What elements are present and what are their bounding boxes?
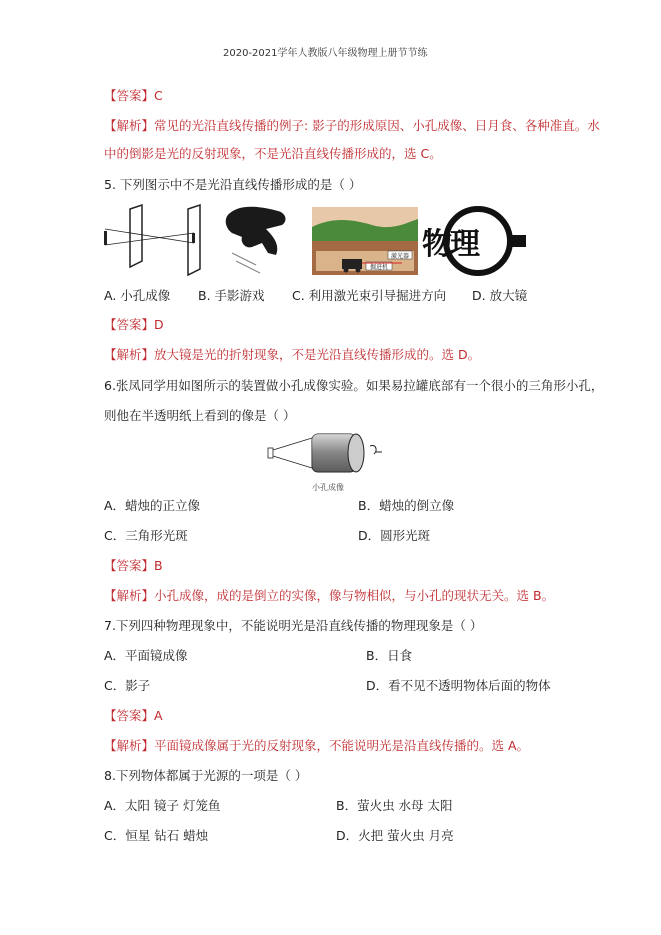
option-5c: C. 利用激光束引导掘进方向 bbox=[292, 288, 447, 303]
option-6a: A．蜡烛的正立像 bbox=[104, 498, 201, 513]
option-7d: D．看不见不透明物体后面的物体 bbox=[366, 678, 551, 693]
question-8: 8.下列物体都属于光源的一项是（ ） bbox=[104, 768, 308, 783]
analysis-line bbox=[104, 347, 480, 363]
question-5: 5. 下列图示中不是光沿直线传播形成的是（ ） bbox=[104, 177, 362, 192]
option-7a: A．平面镜成像 bbox=[104, 648, 188, 663]
option-5b: B. 手影游戏 bbox=[198, 288, 265, 303]
answer-line bbox=[104, 88, 163, 104]
page-header: 2020-2021学年人教版八年级物理上册节节练 bbox=[223, 48, 428, 59]
answer-label: 【答案】 bbox=[104, 317, 155, 332]
option-5d: D. 放大镜 bbox=[472, 288, 528, 303]
option-6d: D．圆形光斑 bbox=[358, 528, 431, 543]
answer-line bbox=[104, 317, 164, 333]
option-8d: D．火把 萤火虫 月亮 bbox=[336, 828, 454, 843]
option-7c: C．影子 bbox=[104, 678, 151, 693]
option-6c: C．三角形光斑 bbox=[104, 528, 188, 543]
analysis-text: 小孔成像，成的是倒立的实像，像与物相似，与小孔的现状无关。选 B。 bbox=[154, 588, 555, 603]
option-8a: A．太阳 镜子 灯笼鱼 bbox=[104, 798, 221, 813]
analysis-text-cont: 中的倒影是光的反射现象，不是光沿直线传播形成的，选 C。 bbox=[104, 146, 442, 161]
answer-label: 【答案】 bbox=[104, 558, 155, 573]
option-7b: B．日食 bbox=[366, 648, 413, 663]
option-8c: C．恒星 钻石 蜡烛 bbox=[104, 828, 209, 843]
magnifier-figure bbox=[418, 205, 528, 280]
option-6b: B．蜡烛的倒立像 bbox=[358, 498, 455, 513]
option-5a: A. 小孔成像 bbox=[104, 288, 171, 303]
laser-label: 激光器 bbox=[390, 253, 410, 260]
question-7: 7.下列四种物理现象中，不能说明光是沿直线传播的物理现象是（ ） bbox=[104, 618, 483, 633]
answer-value: B bbox=[154, 558, 163, 573]
tunneling-machine-label: 掘进机 bbox=[369, 264, 389, 271]
answer-label: 【答案】 bbox=[104, 708, 155, 723]
analysis-line bbox=[104, 118, 600, 134]
answer-value: A bbox=[154, 708, 163, 723]
analysis-label: 【解析】 bbox=[104, 588, 155, 603]
analysis-text: 常见的光沿直线传播的例子: 影子的形成原因、小孔成像、日月食、各种准直。水 bbox=[154, 118, 600, 133]
answer-label: 【答案】 bbox=[104, 88, 155, 103]
analysis-label: 【解析】 bbox=[104, 118, 155, 133]
analysis-text: 平面镜成像属于光的反射现象，不能说明光是沿直线传播的。选 A。 bbox=[154, 738, 530, 753]
pinhole-imaging-figure bbox=[100, 203, 210, 278]
magnified-text: 物理 bbox=[422, 227, 478, 262]
question-6-line1: 6.张凤同学用如图所示的装置做小孔成像实验。如果易拉罐底部有一个很小的三角形小孔， bbox=[104, 378, 604, 393]
answer-line bbox=[104, 558, 163, 574]
analysis-label: 【解析】 bbox=[104, 347, 155, 362]
analysis-text: 放大镜是光的折射现象，不是光沿直线传播形成的。选 D。 bbox=[154, 347, 481, 362]
laser-tunnel-figure bbox=[312, 207, 418, 275]
analysis-line bbox=[104, 738, 529, 754]
hand-shadow-figure bbox=[222, 203, 292, 278]
answer-value: D bbox=[154, 317, 164, 332]
pinhole-experiment-figure bbox=[266, 428, 398, 480]
analysis-line bbox=[104, 588, 554, 604]
figure-caption: 小孔成像 bbox=[312, 483, 344, 492]
option-8b: B．萤火虫 水母 太阳 bbox=[336, 798, 453, 813]
answer-value: C bbox=[154, 88, 163, 103]
answer-line bbox=[104, 708, 163, 724]
analysis-label: 【解析】 bbox=[104, 738, 155, 753]
question-6-line2: 则他在半透明纸上看到的像是（ ） bbox=[104, 408, 296, 423]
